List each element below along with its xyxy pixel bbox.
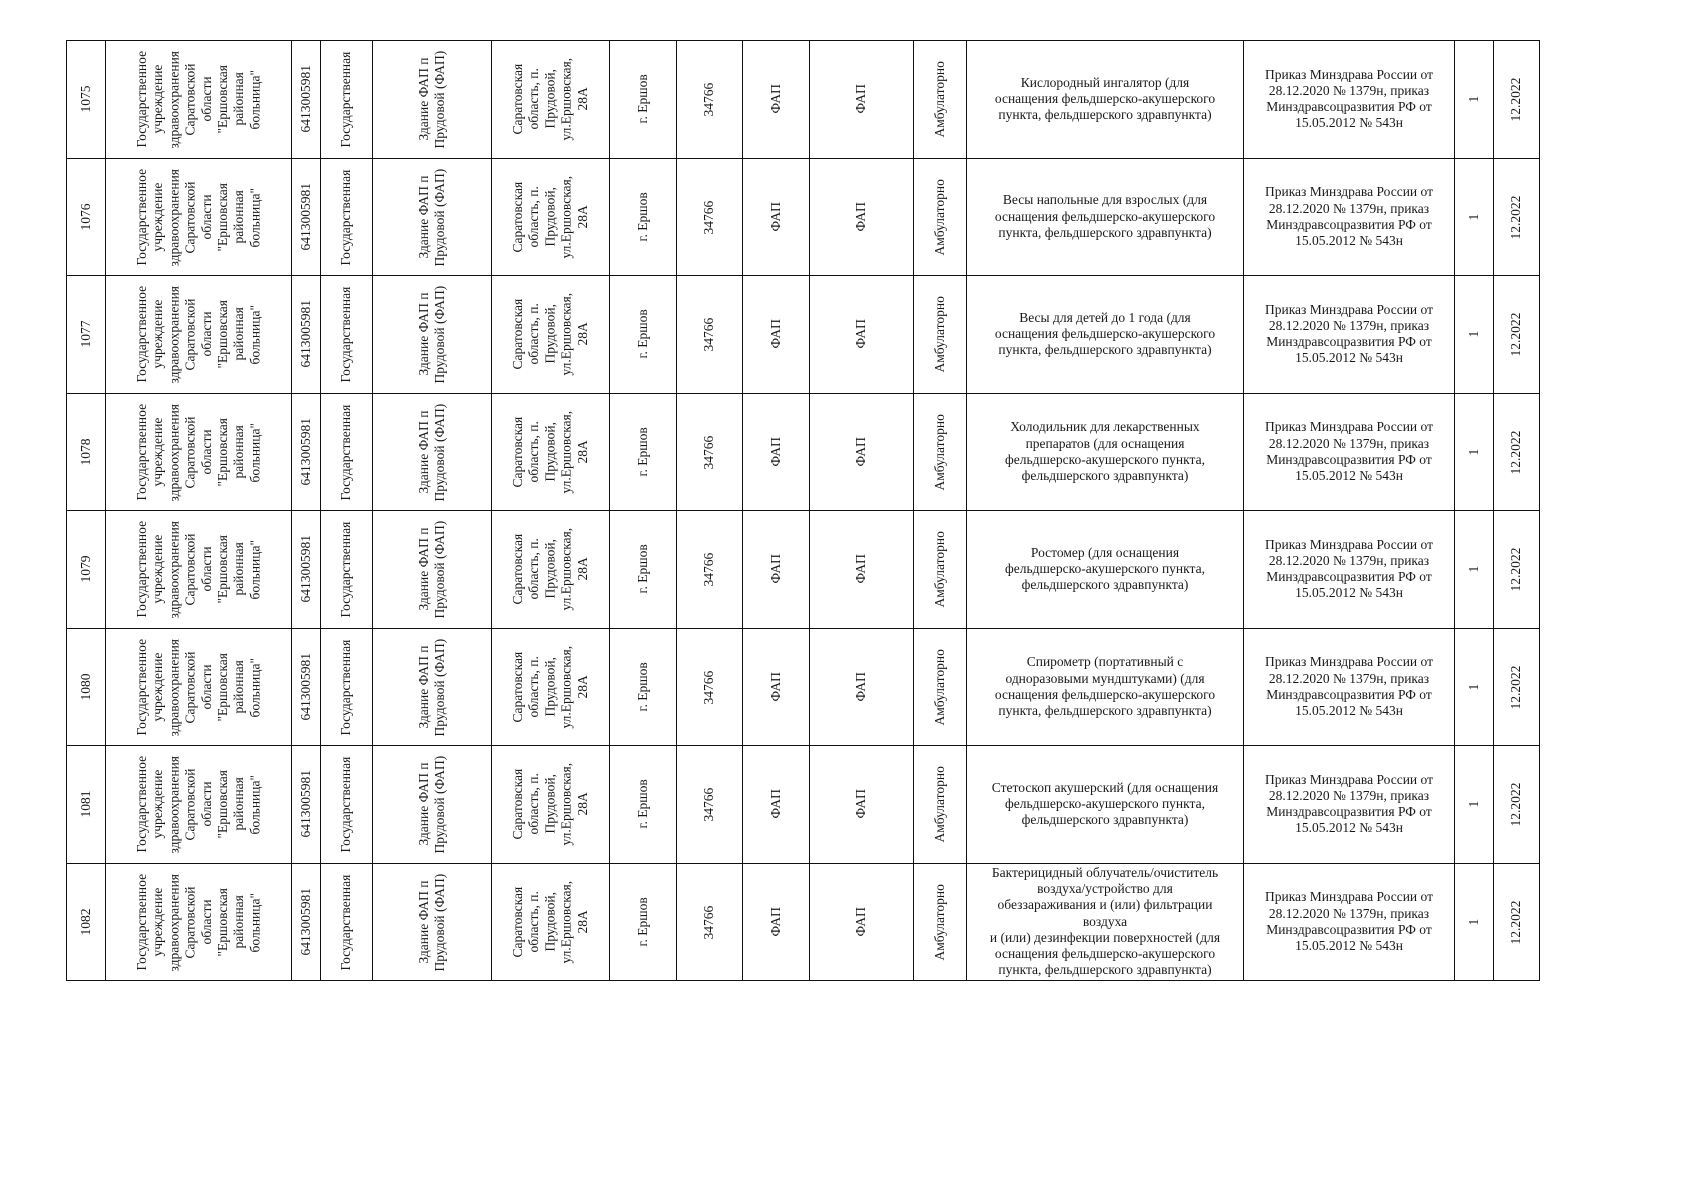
cell-order: Приказ Минздрава России от 28.12.2020 № 1379н, приказ Минздравсоцразвития РФ от 15.05.2012 № 543н (1244, 864, 1455, 982)
cell-type-2: ФАП (810, 276, 914, 394)
cell-type-1: ФАП (743, 746, 810, 864)
cell-organization: Государственное учреждение здравоохранения Саратовской области "Ершовская районная больница" (106, 394, 292, 512)
cell-number: 1080 (67, 629, 106, 747)
cell-code: 34766 (677, 41, 743, 159)
cell-quantity: 1 (1455, 629, 1494, 747)
cell-address: Саратовская область, п. Прудовой, ул.Ершовская, 28А (492, 41, 610, 159)
cell-order: Приказ Минздрава России от 28.12.2020 № 1379н, приказ Минздравсоцразвития РФ от 15.05.2012 № 543н (1244, 629, 1455, 747)
cell-type-2: ФАП (810, 746, 914, 864)
cell-city: г. Ершов (610, 511, 677, 629)
cell-building: Здание ФАП п Прудовой (ФАП) (373, 864, 492, 982)
cell-equipment: Кислородный ингалятор (для оснащения фельдшерско-акушерского пункта, фельдшерского здравпункта) (967, 41, 1244, 159)
cell-type-1: ФАП (743, 394, 810, 512)
cell-equipment: Ростомер (для оснащения фельдшерско-акушерского пункта, фельдшерского здравпункта) (967, 511, 1244, 629)
cell-city: г. Ершов (610, 394, 677, 512)
cell-quantity: 1 (1455, 511, 1494, 629)
cell-number: 1079 (67, 511, 106, 629)
cell-building: Здание ФАП п Прудовой (ФАП) (373, 394, 492, 512)
cell-building: Здание ФАП п Прудовой (ФАП) (373, 629, 492, 747)
cell-type-1: ФАП (743, 41, 810, 159)
cell-type-1: ФАП (743, 629, 810, 747)
cell-equipment: Весы напольные для взрослых (для оснащения фельдшерско-акушерского пункта, фельдшерского здравпункта) (967, 159, 1244, 277)
cell-code: 34766 (677, 746, 743, 864)
cell-organization: Государственное учреждение здравоохранения Саратовской области "Ершовская районная больница" (106, 864, 292, 982)
cell-building: Здание ФАП п Прудовой (ФАП) (373, 276, 492, 394)
cell-address: Саратовская область, п. Прудовой, ул.Ершовская, 28А (492, 746, 610, 864)
cell-date: 12.2022 (1494, 746, 1540, 864)
cell-type-1: ФАП (743, 864, 810, 982)
cell-inn: 6413005981 (292, 41, 321, 159)
cell-organization: Государственное учреждение здравоохранения Саратовской области "Ершовская районная больница" (106, 276, 292, 394)
cell-order: Приказ Минздрава России от 28.12.2020 № 1379н, приказ Минздравсоцразвития РФ от 15.05.2012 № 543н (1244, 394, 1455, 512)
cell-equipment: Спирометр (портативный с одноразовыми мундштуками) (для оснащения фельдшерско-акушерского пункта, фельдшерского здравпункта) (967, 629, 1244, 747)
cell-care-form: Амбулаторно (914, 276, 967, 394)
cell-care-form: Амбулаторно (914, 41, 967, 159)
equipment-table (66, 40, 1540, 981)
table-row (67, 864, 1540, 982)
cell-address: Саратовская область, п. Прудовой, ул.Ершовская, 28А (492, 629, 610, 747)
cell-care-form: Амбулаторно (914, 629, 967, 747)
cell-organization: Государственное учреждение здравоохранения Саратовской области "Ершовская районная больница" (106, 629, 292, 747)
cell-code: 34766 (677, 629, 743, 747)
cell-city: г. Ершов (610, 746, 677, 864)
cell-quantity: 1 (1455, 159, 1494, 277)
cell-code: 34766 (677, 864, 743, 982)
cell-care-form: Амбулаторно (914, 159, 967, 277)
cell-ownership: Государственная (321, 276, 373, 394)
cell-number: 1077 (67, 276, 106, 394)
cell-type-2: ФАП (810, 41, 914, 159)
cell-care-form: Амбулаторно (914, 511, 967, 629)
table-row (67, 629, 1540, 747)
table-row (67, 41, 1540, 159)
cell-city: г. Ершов (610, 864, 677, 982)
cell-inn: 6413005981 (292, 629, 321, 747)
cell-type-2: ФАП (810, 864, 914, 982)
cell-address: Саратовская область, п. Прудовой, ул.Ершовская, 28А (492, 511, 610, 629)
cell-order: Приказ Минздрава России от 28.12.2020 № 1379н, приказ Минздравсоцразвития РФ от 15.05.2012 № 543н (1244, 159, 1455, 277)
cell-inn: 6413005981 (292, 746, 321, 864)
cell-city: г. Ершов (610, 629, 677, 747)
cell-type-2: ФАП (810, 159, 914, 277)
cell-date: 12.2022 (1494, 276, 1540, 394)
cell-inn: 6413005981 (292, 394, 321, 512)
cell-quantity: 1 (1455, 41, 1494, 159)
cell-date: 12.2022 (1494, 629, 1540, 747)
cell-code: 34766 (677, 511, 743, 629)
cell-organization: Государственное учреждение здравоохранения Саратовской области "Ершовская районная больница" (106, 159, 292, 277)
cell-ownership: Государственная (321, 41, 373, 159)
cell-date: 12.2022 (1494, 511, 1540, 629)
cell-organization: Государственное учреждение здравоохранения Саратовской области "Ершовская районная больница" (106, 511, 292, 629)
cell-inn: 6413005981 (292, 511, 321, 629)
cell-date: 12.2022 (1494, 41, 1540, 159)
cell-building: Здание ФАП п Прудовой (ФАП) (373, 159, 492, 277)
cell-code: 34766 (677, 159, 743, 277)
table-row (67, 746, 1540, 864)
cell-inn: 6413005981 (292, 276, 321, 394)
table-row (67, 511, 1540, 629)
cell-ownership: Государственная (321, 159, 373, 277)
cell-type-2: ФАП (810, 629, 914, 747)
cell-care-form: Амбулаторно (914, 746, 967, 864)
cell-organization: Государственное учреждение здравоохранения Саратовской области "Ершовская районная больница" (106, 746, 292, 864)
cell-inn: 6413005981 (292, 159, 321, 277)
table-row (67, 276, 1540, 394)
cell-date: 12.2022 (1494, 159, 1540, 277)
cell-address: Саратовская область, п. Прудовой, ул.Ершовская, 28А (492, 159, 610, 277)
cell-order: Приказ Минздрава России от 28.12.2020 № 1379н, приказ Минздравсоцразвития РФ от 15.05.2012 № 543н (1244, 746, 1455, 864)
cell-organization: Государственное учреждение здравоохранения Саратовской области "Ершовская районная больница" (106, 41, 292, 159)
cell-building: Здание ФАП п Прудовой (ФАП) (373, 41, 492, 159)
cell-order: Приказ Минздрава России от 28.12.2020 № 1379н, приказ Минздравсоцразвития РФ от 15.05.2012 № 543н (1244, 41, 1455, 159)
cell-quantity: 1 (1455, 864, 1494, 982)
cell-type-1: ФАП (743, 159, 810, 277)
cell-equipment: Весы для детей до 1 года (для оснащения фельдшерско-акушерского пункта, фельдшерского здравпункта) (967, 276, 1244, 394)
cell-quantity: 1 (1455, 276, 1494, 394)
cell-ownership: Государственная (321, 629, 373, 747)
cell-number: 1075 (67, 41, 106, 159)
cell-quantity: 1 (1455, 746, 1494, 864)
cell-address: Саратовская область, п. Прудовой, ул.Ершовская, 28А (492, 864, 610, 982)
cell-order: Приказ Минздрава России от 28.12.2020 № 1379н, приказ Минздравсоцразвития РФ от 15.05.2012 № 543н (1244, 511, 1455, 629)
table-row (67, 159, 1540, 277)
cell-date: 12.2022 (1494, 864, 1540, 982)
cell-number: 1078 (67, 394, 106, 512)
cell-building: Здание ФАП п Прудовой (ФАП) (373, 511, 492, 629)
cell-inn: 6413005981 (292, 864, 321, 982)
cell-type-2: ФАП (810, 394, 914, 512)
cell-ownership: Государственная (321, 746, 373, 864)
cell-type-1: ФАП (743, 276, 810, 394)
cell-quantity: 1 (1455, 394, 1494, 512)
cell-order: Приказ Минздрава России от 28.12.2020 № 1379н, приказ Минздравсоцразвития РФ от 15.05.2012 № 543н (1244, 276, 1455, 394)
cell-ownership: Государственная (321, 511, 373, 629)
cell-city: г. Ершов (610, 276, 677, 394)
cell-building: Здание ФАП п Прудовой (ФАП) (373, 746, 492, 864)
cell-type-1: ФАП (743, 511, 810, 629)
cell-equipment: Стетоскоп акушерский (для оснащения фельдшерско-акушерского пункта, фельдшерского здравпункта) (967, 746, 1244, 864)
cell-number: 1082 (67, 864, 106, 982)
cell-address: Саратовская область, п. Прудовой, ул.Ершовская, 28А (492, 394, 610, 512)
cell-date: 12.2022 (1494, 394, 1540, 512)
cell-code: 34766 (677, 394, 743, 512)
cell-equipment: Холодильник для лекарственных препаратов (для оснащения фельдшерско-акушерского пункта, фельдшерского здравпункта) (967, 394, 1244, 512)
cell-address: Саратовская область, п. Прудовой, ул.Ершовская, 28А (492, 276, 610, 394)
cell-city: г. Ершов (610, 41, 677, 159)
cell-equipment: Бактерицидный облучатель/очиститель воздуха/устройство для обеззараживания и (или) фильтрации воздуха и (или) дезинфекции поверхностей (для оснащения фельдшерско-акушерского пункта, фельдшерского здравпункта) (967, 864, 1244, 982)
cell-care-form: Амбулаторно (914, 394, 967, 512)
cell-number: 1076 (67, 159, 106, 277)
cell-ownership: Государственная (321, 394, 373, 512)
cell-type-2: ФАП (810, 511, 914, 629)
table-row (67, 394, 1540, 512)
cell-number: 1081 (67, 746, 106, 864)
cell-city: г. Ершов (610, 159, 677, 277)
cell-code: 34766 (677, 276, 743, 394)
cell-ownership: Государственная (321, 864, 373, 982)
cell-care-form: Амбулаторно (914, 864, 967, 982)
